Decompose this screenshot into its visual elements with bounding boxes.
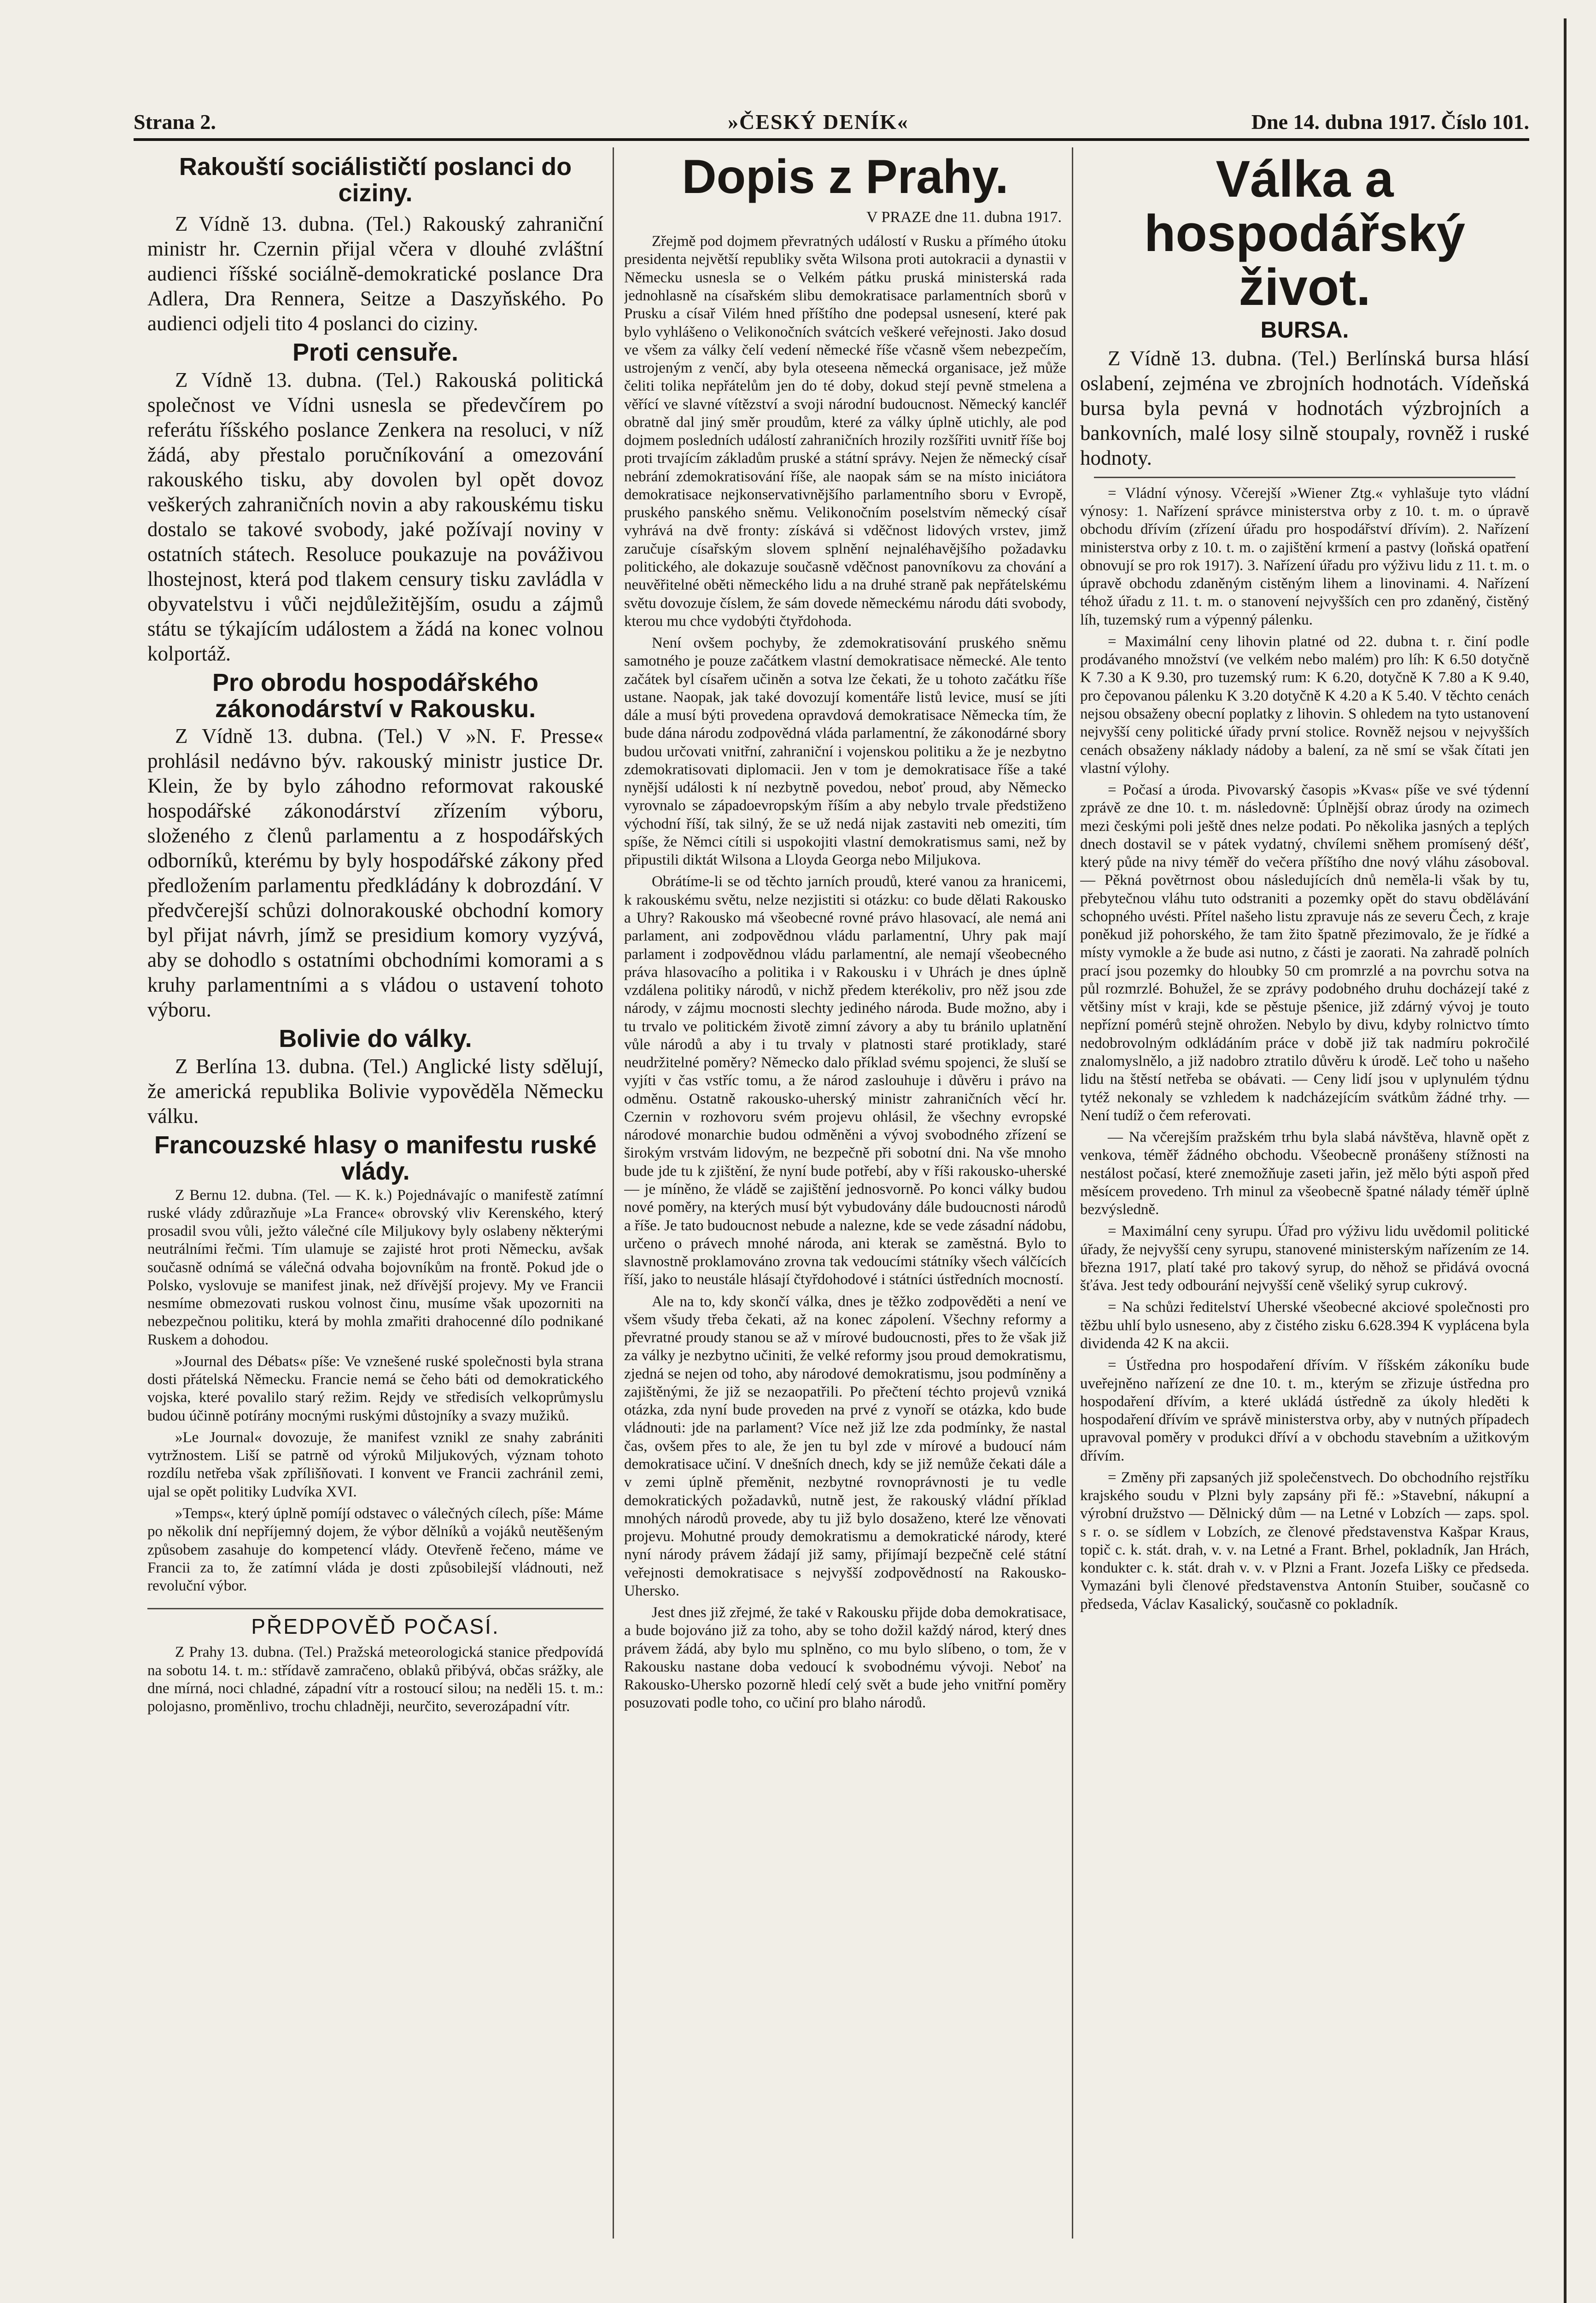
article-text: Z Vídně 13. dubna. (Tel.) Rakouská politická společnost ve Vídni usnesla se předevčírem po referátu říšského poslance Zenkera na resoluci, v níž žádá, aby přestalo poručníkování a omezování rakouského tisku, aby dovolen byl opět dovoz veškerých zahraničních novin a aby rakouskému tisku dostalo se takové svobody, jaké požívají noviny v ostatních státech. Resoluce poukazuje na pováživou lhostejnost, která pod tlakem censury tisku zavládla v obyvatelstvu i vůči nejdůležitějším, osudu a zájmů státu se týkajícím událostem a žádá na konec volnou kolportáž.	[147, 368, 603, 666]
column-middle	[624, 152, 1066, 2252]
article-text: Není ovšem pochyby, že zdemokratisování pruského sněmu samotného je pouze začátkem vlastní demokratisace německé. Ale tento začátek byl císařem učiněn a sotva lze čekati, že u tohoto začátku říše ustane. Naopak, jak také dovozují komentáře listů levice, musí se jíti dále a musí býti provedena opravdová demokratisace Německa tím, že bude dána národu zodpovědná vláda parlamentní, že zákonodárné sbory budou určovati vnitřní, zahraniční i vojenskou politiku a že je nezbytno zdemokratisovati diplomacii. Jen v tom je demokratisace říše a také nynější události k ní nezbytně povedou, neboť proud, aby Německo vyrovnalo se západoevropským říším a aby nebylo trvale předstiženo východní říší, tak silný, že se už nedá nijak zastaviti neb omeziti, tím spíše, že Němci cítili si uspokojiti vlastní demokratismus sami, než by připustili diktát Wilsona a Lloyda Georga nebo Miljukova.	[624, 635, 1066, 869]
news-item: = Maximální ceny lihovin platné od 22. dubna t. r. činí podle prodávaného množství (ve velkém nebo malém) pro líh: K 6.50 dotyčně K 7.30 a K 9.30, pro tuzemský rum: K 6.20, dotyčně K 7.80 a K 9.40, pro čepovanou pálenku K 3.20 dotyčně K 4.20 a K 5.40. V těchto cenách nejsou obsaženy obecní poplatky z lihovin. S ohledem na tyto ustanovení nejvyšší ceny politické úřady první stolice. Rovněž nejsou v nejvyšších cenách obsaženy náklady nádoby a balení, za ně smí se však čítati jen vlastní výlohy.	[1080, 633, 1529, 777]
news-item: = Maximální ceny syrupu. Úřad pro výživu lidu uvědomil politické úřady, že nejvyšší ceny syrupu, stanovené ministerským nařízením ze 14. března 1917, platí také pro takový syrup, do něhož se přidává ovocná šťáva. Jest tedy odbourání nejvyšší ceně všeliký syrup cukrový.	[1080, 1223, 1529, 1294]
article-title: Válka a hospodářský život.	[1144, 152, 1466, 316]
article-text: Ale na to, kdy skončí válka, dnes je těžko zodpověděti a není ve všem všudy třeba čekati, až na konec zápolení. Všechny reformy a převratné proudy stanou se až v mírové budoucnosti, přes to že však již za války je nezbytno učiniti, že velké reformy jsou proud demokratismu, zjedná se nejen od toho, aby národové demokratismu, jsou podmíněny a zajištěnými, že již se nezaopatřili. Po přečtení téchto projevů vzniká otázka, zda nyní bude proveden na prvé z vynoří se otázka, kdo bude vládnouti: jde na parlament? Více než již lze zda podmínky, že nastal čas, ovšem přes to ale, že jen tu byl zde v mírové a budoucí nám demokratisace učiní. V dnešních dnech, kdy se již nemůže čekati dále a v zemi úplně přeměnit, nezbytné rovnoprávnosti je tu vedle demokratických požadavků, nutně jest, že rakouský vládní příklad mnohých národů provede, aby tu již bylo dosaženo, které lze věnovati projevu. Mohutné proudy demokratismu a demokratické národy, které nyní národy právem žádají již samy, přijímají bezpečně celé státní veřejnosti demokratisace s nejvyšší zodpovědností na Rakousko-Uhersko.	[624, 1293, 1066, 1599]
news-item: = Ústředna pro hospodaření dřívím. V říšském zákoníku bude uveřejněno nařízení ze dne 10. t. m., kterým se zřizuje ústředna pro hospodaření dřívím, a které ukládá ústředně za úkoly hleděti k hospodaření dřívím ve správě ministerstva orby, aby v nutných případech upravoval poměry v produkci dříví a v obchodu stavebním a užitkovým dřívím.	[1080, 1357, 1529, 1464]
dateline: V PRAZE dne 11. dubna 1917.	[866, 209, 1062, 226]
article-title: Dopis z Prahy.	[682, 152, 1009, 204]
article-title: Rakouští sociálističtí poslanci do ciziny.	[179, 153, 572, 207]
newspaper-name: »ČESKÝ DENÍK«	[728, 110, 909, 134]
column-right	[1080, 152, 1529, 2252]
article-text: Zřejmě pod dojmem převratných událostí v Rusku a přímého útoku presidenta největší republiky světa Wilsona proti autokracii a dynastii v Německu usnesla se o Velkém pátku pruská ministerská rada jednohlasně na císařském slibu demokratisace parlamentních sborů v Prusku a císař Vilém hned příštího dne podepsal usnesení, které pak bylo vyhlášeno o Velikonočních svátcích veškeré veřejnosti. Jako dosud ve všem za války čelí vedení německé říše včasně všem nebezpečím, ustrojeným z venčí, aby byla oteseena německá organisace, jež může čeliti tolika nepřátelům jen do té doby, dokud stejí pevně stmelena a věřící ve slavné vítězství a svoji národní budoucnost. Německý kancléř obratně dal jiný směr proudům, které za války úplně utichly, ale pod dojmem posledních událostí zahraničních hrozily rozšířiti uvnitř říše boj proti trvajícím základům pruské a státní správy. Nejen že německý císař nebrání zdemokratisování říše, ale naopak sám se na místo iniciátora demokratisace nejkonservativnějšího parlamentního sboru v Evropě, pruského panského sněmu. Velikonočním poselstvím německý císař vyhrává na dvě fronty: získává si vděčnost lidových vrstev, jimž zaručuje císařským slovem splnění nejnaléhavějšího požadavku politického, ale dokazuje současně vděčnost panovníkovu za chování a neuvěřitelné oběti německého lidu a na druhé straně pak nepřátelskému světu dovozuje číslem, že sám dovede německému národu dáti svobody, kterou mu chce vydobýti čtyřdohoda.	[624, 233, 1066, 630]
weather-text: Z Prahy 13. dubna. (Tel.) Pražská meteorologická stanice předpovídá na sobotu 14. t. m.: střídavě zamračeno, oblaků přibývá, občas srážky, ale dne mírná, noci chladné, západní vítr a rostoucí silou; na neděli 15. t. m.: polojasno, proměnlivo, trochu chladněji, neurčito, severozápadní vítr.	[147, 1644, 603, 1715]
article-text: Jest dnes již zřejmé, že také v Rakousku přijde doba demokratisace, a bude bojováno již za toho, aby se toho dožil každý národ, který dnes právem žádá, aby bylo mu splněno, co mu bylo slíbeno, o tom, že v Rakousku nastane doba vedoucí k svobodnému vývoji. Neboť na Rakousko-Uhersko pozorně hledí celý svět a bude jeho vnitřní poměry posuzovati podle toho, co učiní pro blaho národů.	[624, 1604, 1066, 1712]
article-title: Pro obrodu hospodářského zákonodárství v Rakousku.	[212, 669, 539, 723]
article-title: Francouzské hlasy o manifestu ruské vlády.	[154, 1131, 597, 1185]
article-text: »Journal des Débats« píše: Ve vznešené ruské společnosti byla strana dosti přátelská Německu. Francie nemá se čeho báti od demokratického vojska, které povalilo starý režim. Rejdy ve středisích velkoprůmyslu budou účinně potírány mocnými ruskými důstojníky a svazy mužiků.	[147, 1353, 603, 1424]
article-text: Z Vídně 13. dubna. (Tel.) Rakouský zahraniční ministr hr. Czernin přijal včera v dlouhé zvláštní audienci říšské sociálně-demokratické poslance Dra Adlera, Dra Rennera, Seitze a Daszyňského. Po audienci odjeli tito 4 poslanci do ciziny.	[147, 212, 603, 335]
news-item: = Změny při zapsaných již společenstvech. Do obchodního rejstříku krajského soudu v Plzni byly zapsány při fě.: »Stavební, nákupní a výrobní družstvo — Dělnický dům — na Letné v Lobzích — zaps. spol. s r. o. se sídlem v Lobzích, ze členové představenstva Kašpar Kraus, topič c. k. stát. drah, v. v. na Letné a Frant. Brhel, pokladník, Jan Hrách, kondukter c. k. stát. drah v. v. v Plzni a Frant. Jozefa Lišky ce předseda. Vymazáni byli členové představenstva Antonín Stuiber, současně co předseda, Václav Kasalický, současně co pokladník.	[1080, 1469, 1529, 1613]
news-item: — Na včerejším pražském trhu byla slabá návštěva, hlavně opět z venkova, téměř žádného obchodu. Všeobecně pronášeny stížnosti na nestálost počasí, které znemožňuje zaseti jařin, jež mělo býti aspoň před měsícem provedeno. Trh minul za všeobecně špatné nálady téměř úplně bezvýsledně.	[1080, 1129, 1529, 1218]
article-title: Proti censuře.	[292, 339, 459, 367]
page-number: Strana 2.	[134, 110, 216, 134]
news-item: = Vládní výnosy. Včerejší »Wiener Ztg.« vyhlašuje tyto vládní výnosy: 1. Nařízení správce ministerstva orby z 10. t. m. o úpravě obchodu dřívím (zřízení úřadu pro hospodářství dřívím). 2. Nařízení ministerstva orby z 10. t. m. o zajištění krmení a pastvy (loňská opatření obnovují se pro rok 1917). 3. Nařízení úřadu pro výživu lidu z 11. t. m. o úpravě obchodu zdaněným cistěným lihem a linovinami. 4. Nařízení téhož úřadu z 11. t. m. o stanovení nejvyšších cen pro zdaněný, čistěný líh, tuzemský rum a výpenný pálenku.	[1080, 485, 1529, 628]
section-subtitle: BURSA.	[1260, 316, 1349, 343]
page-border	[1564, 18, 1567, 2303]
article-text: Obrátíme-li se od těchto jarních proudů, které vanou za hranicemi, k rakouskému světu, nelze nezjistiti si otázku: co bude dělati Rakousko a Uhry? Rakousko má všeobecné rovné právo hlasovací, ale nemá ani parlament, ani zodpovědnou vládu parlamentní, Uhry pak mají parlament i zodpovědnou vládu parlamentní, ale nemají všeobecného práva hlasovacího a politika i v Rakousku i v Uhrách je dnes úplně vzdálena politiky národů, v nichž předem kterékoliv, pro něž jsou zde národy, v zájmu mocnosti slechty jediného národa. Bude možno, aby i tu trvalo ve politickém životě zimní závory a aby tu bránilo uplatnění vůle národů a aby i tu trvaly v platnosti staré protiklady, staré neudržitelné poměry? Německo dalo příklad svému spojenci, že sluší se vyjíti v čas vstříc tomu, a že národ zaslouhuje i důvěru i právo na odměnu. Ostatně rakousko-uherský ministr zahraničních věcí hr. Czernin v rozhovoru svém projevu ohlásil, že všechny evropské národové monarchie budou odměněni a vývoj svobodného zřízení se širokým vrstvám lidovým, ne bezpečně při sobotní dni. Na vše mnoho bude jde tu k zjištění, že nyní bude potřebí, aby v říši rakousko-uherské — je míněno, že vládě se zajištění jednosvorně. Po konci války budou nové poměry, na kterých musí být vybudovány dále budoucnosti národů a říše. Je tato budoucnost nebude a nalezne, kde se vede zásadní nádobu, určeno o právech mnohé národa, ani kterak se zaměstná. Bylo to slavnostně proklamováno zrovna tak vedoucími státníky všech válčících říší, jako to neustále hlásají čtyřdohodové i státníci ústředních mocností.	[624, 873, 1066, 1288]
masthead-rule	[134, 138, 1529, 141]
article-text: »Temps«, který úplně pomíjí odstavec o válečných cílech, píše: Máme po několik dní nepříjemný dojem, že výbor dělníků a vojáků neutěšeným způsobem zasahuje do kompetencí vlády. Otevřeně řečeno, máme ve Francii za to, že zatímní vláda je dosti způsobilejší vládnouti, než revoluční výbor.	[147, 1505, 603, 1595]
column-divider	[1072, 147, 1073, 2239]
article-title: Bolivie do války.	[279, 1025, 472, 1053]
column-left	[147, 152, 603, 2252]
article-text: »Le Journal« dovozuje, že manifest vznikl ze snahy zabrániti vytržnostem. Liší se patrně od výroků Miljukových, význam tohoto rozdílu netřeba však zpřílišňovati. I konvent ve Francii zachránil zemi, ujal se opět politiky Ludvíka XVI.	[147, 1429, 603, 1500]
article-text: Z Berlína 13. dubna. (Tel.) Anglické listy sdělují, že americká republika Bolivie vypověděla Německu válku.	[147, 1055, 603, 1128]
news-item: = Na schůzi ředitelství Uherské všeobecné akciové společnosti pro těžbu uhlí bylo usneseno, aby z čistého zisku 6.628.394 K vyplácena byla dividenda 42 K na akcii.	[1080, 1299, 1529, 1352]
masthead	[134, 106, 1529, 138]
article-text: Z Vídně 13. dubna. (Tel.) Berlínská bursa hlásí oslabení, zejména ve zbrojních hodnotách. Vídeňská bursa byla pevná v hodnotách výzbrojních a bankovních, malé losy silně stoupaly, rovněž i ruské hodnoty.	[1080, 346, 1529, 469]
article-text: Z Bernu 12. dubna. (Tel. — K. k.) Pojednávajíc o manifestě zatímní ruské vlády zdůrazňuje »La France« obrovský vliv Kerenského, který prosadil svou vůli, ježto válečné cíle Miljukovy byly oslabeny některými neutrálními řečmi. Tím ulamuje se zajisté hrot proti Německu, avšak současně odnímá se válečná odvaha bojovníkům na frontě. Pokud jde o Polsko, vyslovuje se manifest jinak, než dřívější projevy. My ve Francii nesmíme obmezovati ruskou volnost činu, musíme však upozorniti na nebezpečnou politiku, která by mohla zmařiti drahocenné dílo podnikané Ruskem a dohodou.	[147, 1187, 603, 1348]
divider	[1094, 477, 1515, 478]
news-item: = Počasí a úroda. Pivovarský časopis »Kvas« píše ve své týdenní zprávě ze dne 10. t. m. následovně: Úplnější obraz úrody na ozimech mezi českými poli ještě dnes nelze podati. Po několika jasných a teplých dnech dostavil se v pátek vydatný, chvílemi sněhem promísený déšť, který půde na nivy téměř do večera příštího dne nový vláhu zásoboval. — Pěkná povětrnost obou následujících dnů neměla-li však by tu, přebytečnou vláhu tuto odstraniti a pozemky opět do stavu obdělávání schopného uvésti. Přítel našeho listu zpravuje nás ze severu Čech, z kraje poněkud již pohorského, že tam žito špatně přezimovalo, že je řídké a místy vymokle a že bude asi nutno, z části je zaorati. Na zahradě polních prací jsou pozemky do hloubky 50 cm promrzlé a na povrchu sotva na půl rozmrzlé. Bohužel, že se zprávy podobného druhu docházejí také z většiny míst v kraji, kde se pěstuje pšenice, již zdárný vývoj je touto nepřízní pomérů stejně ohrožen. Nebylo by divu, kdyby rolnictvo tímto nedobrovolným odkládáním práce v době již tak nadmíru pokročilé znalomyslnělo, a již nadobro ztratilo důvěru k úrodě. Leč toho u našeho lidu na štěstí netřeba se obávati. — Ceny lidí jsou v uplynulém týdnu tytéž nekonaly se vzhledem k nadcházejícím svátkům žádné trhy. — Není tudíž o čem referovati.	[1080, 782, 1529, 1124]
column-divider	[613, 147, 614, 2239]
weather-heading: PŘEDPOVĚĎ POČASÍ.	[147, 1608, 603, 1639]
article-text: Z Vídně 13. dubna. (Tel.) V »N. F. Presse« prohlásil nedávno býv. rakouský ministr justice Dr. Klein, že by bylo záhodno reformovat rakouské hospodářské zákonodárství zřízením výboru, složeného z členů parlamentu a z hospodářských odborníků, kterému by byly hospodářské zákony před předložením parlamentu předkládány k dobrozdání. V předvčerejší schůzi dolnorakouské obchodní komory byl přijat návrh, jímž se presidium komory vyzývá, aby se dohodlo s ostatními obchodními komorami a s kruhy parlamentními a s vládou o ustavení tohoto výboru.	[147, 725, 603, 1022]
issue-date: Dne 14. dubna 1917. Číslo 101.	[1251, 110, 1529, 134]
